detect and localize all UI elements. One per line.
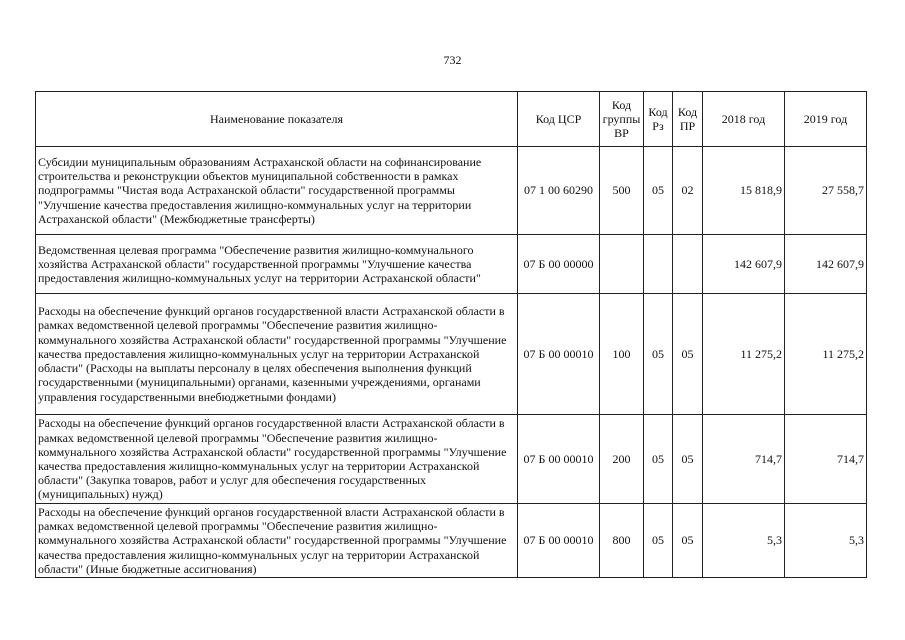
cell-rz-code: 05 [644,504,673,578]
cell-pr-code: 02 [673,147,703,235]
header-csr-code: Код ЦСР [518,92,600,147]
cell-csr-code: 07 Б 00 00010 [518,294,600,415]
cell-amount-2019: 11 275,2 [785,294,867,415]
cell-pr-code [673,235,703,294]
cell-rz-code: 05 [644,147,673,235]
cell-amount-2019: 5,3 [785,504,867,578]
cell-amount-2019: 142 607,9 [785,235,867,294]
cell-rz-code: 05 [644,415,673,504]
cell-name: Расходы на обеспечение функций органов государственной власти Астраханской области в рамках ведомственной целевой программы "Обеспечение развития жилищно-коммунального хозяйства Астраханской области" государственной программы "Улучшение качества предоставления жилищно-коммунальных услуг на территории Астраханской области" (Расходы на выплаты персоналу в целях обеспечения выполнения функций государственными (муниципальными) органами, казенными учреждениями, органами управления государственными внебюджетными фондами) [36,294,518,415]
cell-vr-code: 500 [600,147,644,235]
header-pr-code: Код ПР [673,92,703,147]
header-vr-code: Код группы ВР [600,92,644,147]
cell-amount-2018: 15 818,9 [703,147,785,235]
cell-csr-code: 07 Б 00 00010 [518,415,600,504]
table-row [36,147,867,235]
budget-table [35,91,867,578]
cell-pr-code: 05 [673,294,703,415]
cell-name: Расходы на обеспечение функций органов государственной власти Астраханской области в рамках ведомственной целевой программы "Обеспечение развития жилищно-коммунального хозяйства Астраханской области" государственной программы "Улучшение качества предоставления жилищно-коммунальных услуг на территории Астраханской области" (Закупка товаров, работ и услуг для обеспечения государственных (муниципальных) нужд) [36,415,518,504]
table-row [36,235,867,294]
cell-csr-code: 07 Б 00 00010 [518,504,600,578]
cell-rz-code: 05 [644,294,673,415]
cell-amount-2018: 714,7 [703,415,785,504]
cell-amount-2018: 11 275,2 [703,294,785,415]
header-name: Наименование показателя [36,92,518,147]
table-row [36,504,867,578]
header-rz-code: Код Рз [644,92,673,147]
cell-vr-code [600,235,644,294]
header-year-2019: 2019 год [785,92,867,147]
cell-name: Расходы на обеспечение функций органов государственной власти Астраханской области в рамках ведомственной целевой программы "Обеспечение развития жилищно-коммунального хозяйства Астраханской области" государственной программы "Улучшение качества предоставления жилищно-коммунальных услуг на территории Астраханской области" (Иные бюджетные ассигнования) [36,504,518,578]
cell-amount-2019: 714,7 [785,415,867,504]
cell-pr-code: 05 [673,415,703,504]
cell-amount-2019: 27 558,7 [785,147,867,235]
cell-csr-code: 07 1 00 60290 [518,147,600,235]
header-year-2018: 2018 год [703,92,785,147]
cell-name: Ведомственная целевая программа "Обеспечение развития жилищно-коммунального хозяйства Астраханской области" государственной программы "Улучшение качества предоставления жилищно-коммунальных услуг на территории Астраханской области" [36,235,518,294]
cell-vr-code: 200 [600,415,644,504]
table-row [36,415,867,504]
cell-amount-2018: 142 607,9 [703,235,785,294]
cell-vr-code: 800 [600,504,644,578]
cell-csr-code: 07 Б 00 00000 [518,235,600,294]
cell-pr-code: 05 [673,504,703,578]
cell-name: Субсидии муниципальным образованиям Астраханской области на софинансирование строительства и реконструкции объектов муниципальной собственности в рамках подпрограммы "Чистая вода Астраханской области" государственной программы "Улучшение качества предоставления жилищно-коммунальных услуг на территории Астраханской области" (Межбюджетные трансферты) [36,147,518,235]
cell-amount-2018: 5,3 [703,504,785,578]
page-number: 732 [443,53,462,67]
table-row [36,294,867,415]
cell-rz-code [644,235,673,294]
cell-vr-code: 100 [600,294,644,415]
table-header-row [36,92,867,147]
